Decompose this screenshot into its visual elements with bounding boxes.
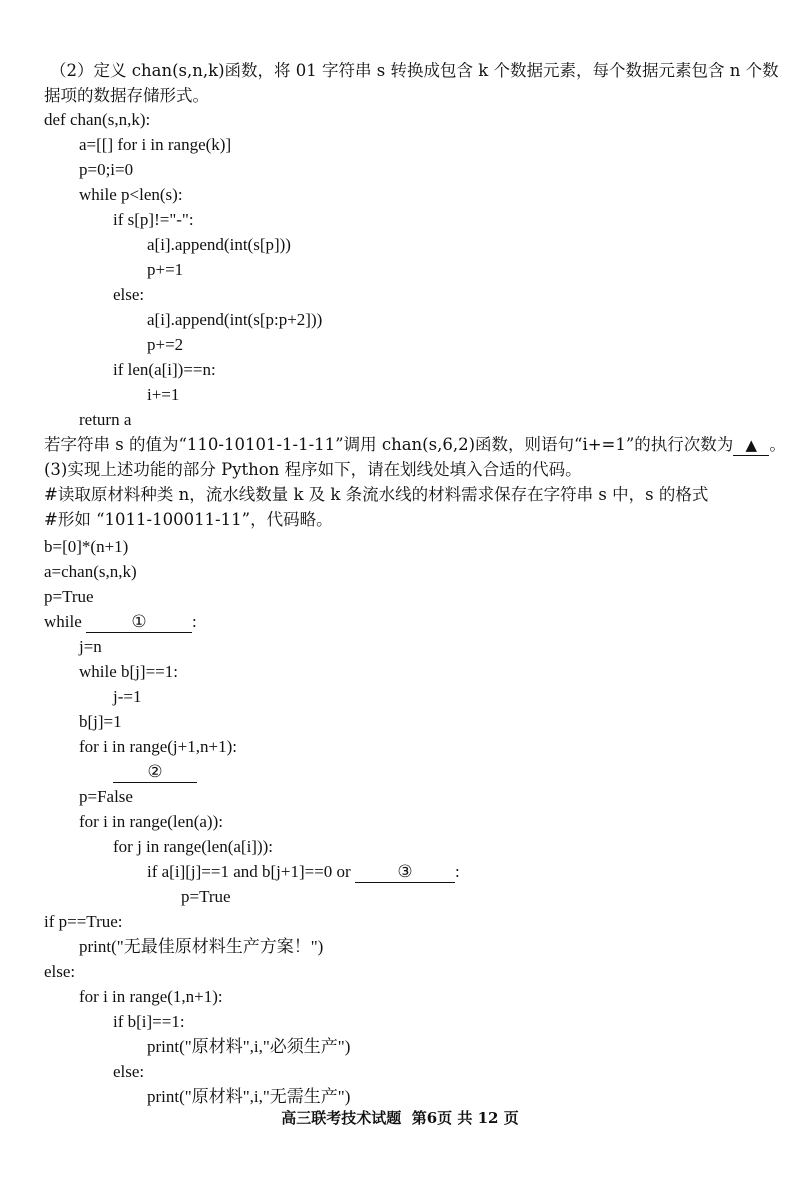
code-line: p+=2 (147, 335, 184, 354)
code-line: for i in range(1,n+1): (79, 987, 223, 1006)
question-end: 。 (769, 435, 786, 454)
code-line: a=[[] for i in range(k)] (79, 135, 232, 154)
code-line: a=chan(s,n,k) (44, 562, 137, 581)
code-line: i+=1 (147, 385, 180, 404)
question-text: 若字符串 s 的值为“110-10101-1-1-11”调用 chan(s,6,2)函数，则语句“i+=1”的执行次数为 (44, 435, 734, 454)
code-line: b[j]=1 (79, 712, 122, 731)
question-line (44, 433, 786, 457)
code-line: return a (79, 410, 132, 429)
code-line: if p==True: (44, 912, 123, 931)
code-line: while p<len(s): (79, 185, 183, 204)
part2-intro-line1: （2）定义 chan(s,n,k)函数，将 01 字符串 s 转换成包含 k 个数据元素，每个数据元素包含 n 个数 (50, 61, 779, 80)
blank-2: ② (113, 762, 197, 783)
code-line: p=True (44, 587, 94, 606)
code-line: a[i].append(int(s[p])) (147, 235, 291, 254)
code-line: for i in range(j+1,n+1): (79, 737, 237, 756)
footer-title: 高三联考技术试题 (281, 1109, 402, 1127)
code-line: a[i].append(int(s[p:p+2])) (147, 310, 323, 329)
blank-3: ③ (355, 862, 455, 883)
code-line-blank3: if a[i][j]==1 and b[j+1]==0 or ③ : (147, 862, 460, 881)
code-line: print("无最佳原材料生产方案！") (79, 937, 324, 956)
code-line: p+=1 (147, 260, 184, 279)
code-line: p=True (181, 887, 231, 906)
part3-title: (3)实现上述功能的部分 Python 程序如下，请在划线处填入合适的代码。 (44, 460, 582, 479)
code-line-while-blank1: while ① : (44, 612, 197, 631)
code-line: if s[p]!="-": (113, 210, 194, 229)
code-line: j-=1 (113, 687, 142, 706)
page-footer (0, 1107, 800, 1128)
code-line: while b[j]==1: (79, 662, 178, 681)
code-line: print("原材料",i,"必须生产") (147, 1037, 351, 1056)
footer-page-number: 第6页 共 12 页 (411, 1109, 519, 1127)
code-line: print("原材料",i,"无需生产") (147, 1087, 351, 1106)
code-line: b=[0]*(n+1) (44, 537, 129, 556)
part3-comment2: #形如 “1011-100011-11”，代码略。 (44, 510, 333, 529)
code-line: for j in range(len(a[i])): (113, 837, 273, 856)
code-line: if len(a[i])==n: (113, 360, 216, 379)
part3-comment1: #读取原材料种类 n，流水线数量 k 及 k 条流水线的材料需求保存在字符串 s 中，s 的格式 (44, 485, 709, 504)
code-line: def chan(s,n,k): (44, 110, 151, 129)
answer-blank: ▲ (733, 435, 769, 456)
part2-intro-line2: 据项的数据存储形式。 (44, 86, 209, 105)
code-line: else: (113, 1062, 145, 1081)
code-line-blank2 (113, 760, 197, 784)
code-line: p=0;i=0 (79, 160, 134, 179)
code-line: for i in range(len(a)): (79, 812, 223, 831)
code-line: if b[i]==1: (113, 1012, 185, 1031)
code-line: j=n (79, 637, 102, 656)
blank-1: ① (86, 612, 192, 633)
code-line: else: (113, 285, 145, 304)
code-line: else: (44, 962, 76, 981)
code-line: p=False (79, 787, 133, 806)
